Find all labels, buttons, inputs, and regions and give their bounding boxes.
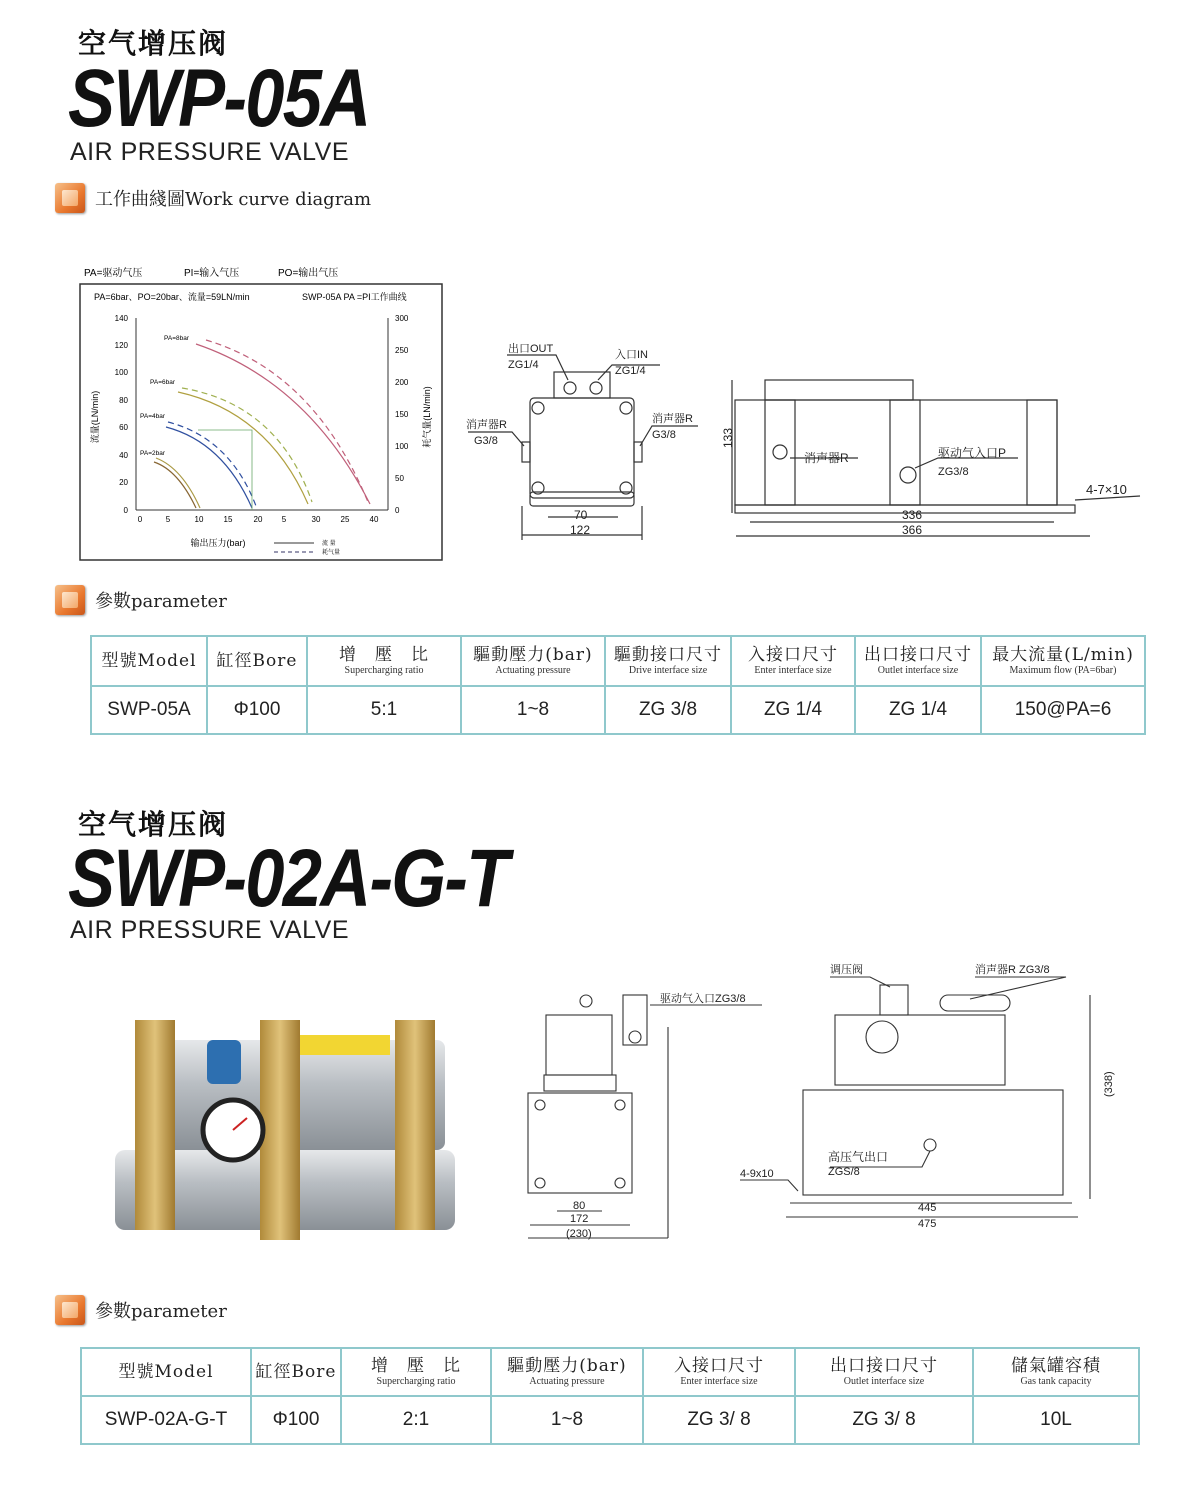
side-booster [835,1015,1005,1085]
end-plate-right [395,1020,435,1230]
y-right-label: 耗气量(LN/min) [422,386,432,448]
x-tick: 30 [311,515,321,524]
y-right-tick: 300 [395,314,409,323]
x-tick: 25 [340,515,350,524]
legend-po: PO=输出气压 [278,268,339,279]
high-out-spec: ZGS/8 [828,1166,860,1178]
muffler-side-icon [773,445,787,459]
param-heading-2-label: 參數parameter [95,1301,227,1322]
muffler-left-spec: G3/8 [474,435,498,447]
swp02a-drawing [500,955,1120,1245]
y-left-label: 流量(LN/min) [90,390,100,444]
chart-info-right: SWP-05A PA =PI工作曲线 [302,292,407,302]
drive-port-icon [629,1031,641,1043]
section-bullet-icon [55,183,85,213]
dim-366: 366 [902,523,923,537]
dim-122: 122 [570,523,591,537]
param-heading-1-label: 參數parameter [95,591,227,612]
label-sticker [300,1035,390,1055]
th-outlet-size: 出口接口尺寸 Outlet interface size [795,1348,973,1396]
holes-label: 4-9x10 [740,1168,774,1180]
y-right-tick: 50 [395,474,404,483]
th-max-flow: 最大流量(L/min) Maximum flow (PA=6bar) [981,636,1145,686]
dim-475: 475 [918,1218,937,1230]
work-curve-chart [78,262,448,562]
swp05a-drawing [460,330,1160,550]
front-base [530,492,634,506]
out-port [564,382,576,394]
dim-80: 80 [573,1200,586,1212]
in-label: 入口IN [615,349,648,361]
side-top-block [765,380,913,400]
muffler-label: 消声器R ZG3/8 [975,964,1050,976]
table-row [81,1396,1139,1444]
high-out-port-icon [924,1139,936,1151]
side-end-cap-right [1027,400,1057,505]
th-bore: 缸徑Bore [207,636,307,686]
x-tick: 40 [369,515,379,524]
dim-338: (338) [1103,1071,1115,1097]
front-regulator [623,995,647,1045]
bolt-icon [535,1178,545,1188]
th-model: 型號Model [91,636,207,686]
work-curve-heading [55,183,371,213]
section1-model-title: SWP-05A [68,53,370,144]
cell-drive-size: ZG 3/8 [605,686,731,734]
th-enter-size: 入接口尺寸 Enter interface size [731,636,855,686]
cell-actuating: 1~8 [461,686,605,734]
x-tick: 5 [165,515,171,524]
end-plate-center [260,1020,300,1240]
curve-label: PA=2bar [140,450,165,457]
x-tick: 20 [253,515,263,524]
curve-label: PA=4bar [140,413,165,420]
y-left-tick: 120 [114,341,128,350]
side-body [735,400,1057,505]
dim-336: 336 [902,508,923,522]
swp05a-param-table [90,635,1146,735]
section1-en-subtitle: AIR PRESSURE VALVE [70,138,349,166]
x-tick: 0 [137,515,143,524]
reference-line [198,430,252,510]
bolt-icon [532,402,544,414]
out-label: 出口OUT [508,343,554,355]
front-body [530,398,634,498]
swp02a-param-table [80,1347,1140,1445]
curve-pa8-air [206,340,368,502]
leader-holes [740,1180,798,1191]
dim-445: 445 [918,1202,937,1214]
holes-label: 4-7×10 [1086,482,1127,497]
y-left-tick: 80 [119,396,128,405]
bolt-icon [615,1100,625,1110]
param-heading-2 [55,1295,227,1325]
y-left-tick: 20 [119,478,128,487]
th-ratio: 增 壓 比 Supercharging ratio [341,1348,491,1396]
x-tick: 5 [281,515,287,524]
dim-230: (230) [566,1228,592,1240]
legend-solid-label: 流 量 [322,541,336,547]
cell-model: SWP-05A [91,686,207,734]
dim-133: 133 [721,427,735,448]
y-left-tick: 40 [119,451,128,460]
side-tank [803,1090,1063,1195]
work-curve-heading-label: 工作曲綫圖Work curve diagram [95,189,372,210]
drive-in-label: 驱动气入口P [938,446,1007,460]
cell-outlet-size: ZG 3/ 8 [795,1396,973,1444]
cell-bore: Φ100 [251,1396,341,1444]
work-curve-svg [78,262,448,562]
th-actuating: 驅動壓力(bar) Actuating pressure [491,1348,643,1396]
th-outlet-size: 出口接口尺寸 Outlet interface size [855,636,981,686]
legend-dashed-label: 耗气量 [322,550,341,556]
leader-muffler [970,977,1066,999]
curve-pa6-flow [178,392,308,504]
y-left-tick: 140 [114,314,128,323]
cell-model: SWP-02A-G-T [81,1396,251,1444]
y-right-tick: 250 [395,346,409,355]
product-photo-svg [95,1000,465,1250]
curve-pa2-flow [154,462,196,508]
product-photo [95,1000,465,1250]
table-row [91,686,1145,734]
muffler-side-label: 消声器R [804,451,849,465]
swp05a-drawing-svg [460,330,1160,550]
param-heading-1 [55,585,227,615]
th-ratio: 增 壓 比 Supercharging ratio [307,636,461,686]
muffler-left-label: 消声器R [466,419,507,431]
th-model: 型號Model [81,1348,251,1396]
legend-pi: PI=输入气压 [184,268,240,279]
curve-pa4-flow [166,427,252,508]
curve-label: PA=6bar [150,379,175,386]
end-plate-left [135,1020,175,1230]
y-left-tick: 60 [119,423,128,432]
drive-in-label: 驱动气入口ZG3/8 [660,993,746,1005]
top-ring [580,995,592,1007]
cell-tank-capacity: 10L [973,1396,1139,1444]
table-header-row [91,636,1145,686]
front-upper-box [546,1015,612,1075]
dim-172: 172 [570,1213,589,1225]
section-bullet-icon [55,585,85,615]
curve-pa4-air [168,422,256,506]
regulator-label: 调压阀 [830,964,863,976]
side-end-cap-center [890,400,920,505]
bolt-icon [620,402,632,414]
out-spec: ZG1/4 [508,359,539,371]
drive-port-icon [900,467,916,483]
section-bullet-icon [55,1295,85,1325]
curve-pa8-flow [196,344,370,504]
y-right-tick: 150 [395,410,409,419]
curve-label: PA=8bar [164,335,189,342]
y-left-tick: 100 [114,368,128,377]
th-bore: 缸徑Bore [251,1348,341,1396]
regulator-knob [207,1040,241,1084]
cell-enter-size: ZG 1/4 [731,686,855,734]
muffler-right-spec: G3/8 [652,429,676,441]
section2-model-title: SWP-02A-G-T [68,833,508,924]
x-label: 输出压力(bar) [190,538,246,548]
x-tick: 10 [194,515,204,524]
drive-in-spec: ZG3/8 [938,466,969,478]
cell-max-flow: 150@PA=6 [981,686,1145,734]
cell-outlet-size: ZG 1/4 [855,686,981,734]
cell-ratio: 5:1 [307,686,461,734]
cell-enter-size: ZG 3/ 8 [643,1396,795,1444]
y-right-tick: 0 [395,506,400,515]
high-out-label: 高压气出口 [828,1150,889,1164]
section1-cn-title: 空气增压阀 [78,27,229,60]
side-end-cap-left [765,400,795,505]
bolt-icon [615,1178,625,1188]
section2-en-subtitle: AIR PRESSURE VALVE [70,916,349,944]
th-tank-capacity: 儲氣罐容積 Gas tank capacity [973,1348,1139,1396]
y-right-tick: 200 [395,378,409,387]
th-actuating: 驅動壓力(bar) Actuating pressure [461,636,605,686]
side-gauge-icon [866,1021,898,1053]
section2-cn-title: 空气增压阀 [78,808,229,841]
y-right-tick: 100 [395,442,409,451]
table-header-row [81,1348,1139,1396]
th-enter-size: 入接口尺寸 Enter interface size [643,1348,795,1396]
muffler-right-label: 消声器R [652,413,693,425]
cell-ratio: 2:1 [341,1396,491,1444]
in-spec: ZG1/4 [615,365,646,377]
dim-70: 70 [574,508,588,522]
bolt-icon [535,1100,545,1110]
cell-bore: Φ100 [207,686,307,734]
legend-pa: PA=驱动气压 [84,268,143,279]
chart-info-left: PA=6bar、PO=20bar、流量=59LN/min [94,292,250,302]
y-left-tick: 0 [123,506,128,515]
cell-actuating: 1~8 [491,1396,643,1444]
swp02a-drawing-svg [500,955,1120,1245]
regulator-block [880,985,908,1015]
front-flange [544,1075,616,1091]
th-drive-size: 驅動接口尺寸 Drive interface size [605,636,731,686]
in-port [590,382,602,394]
x-tick: 15 [223,515,233,524]
